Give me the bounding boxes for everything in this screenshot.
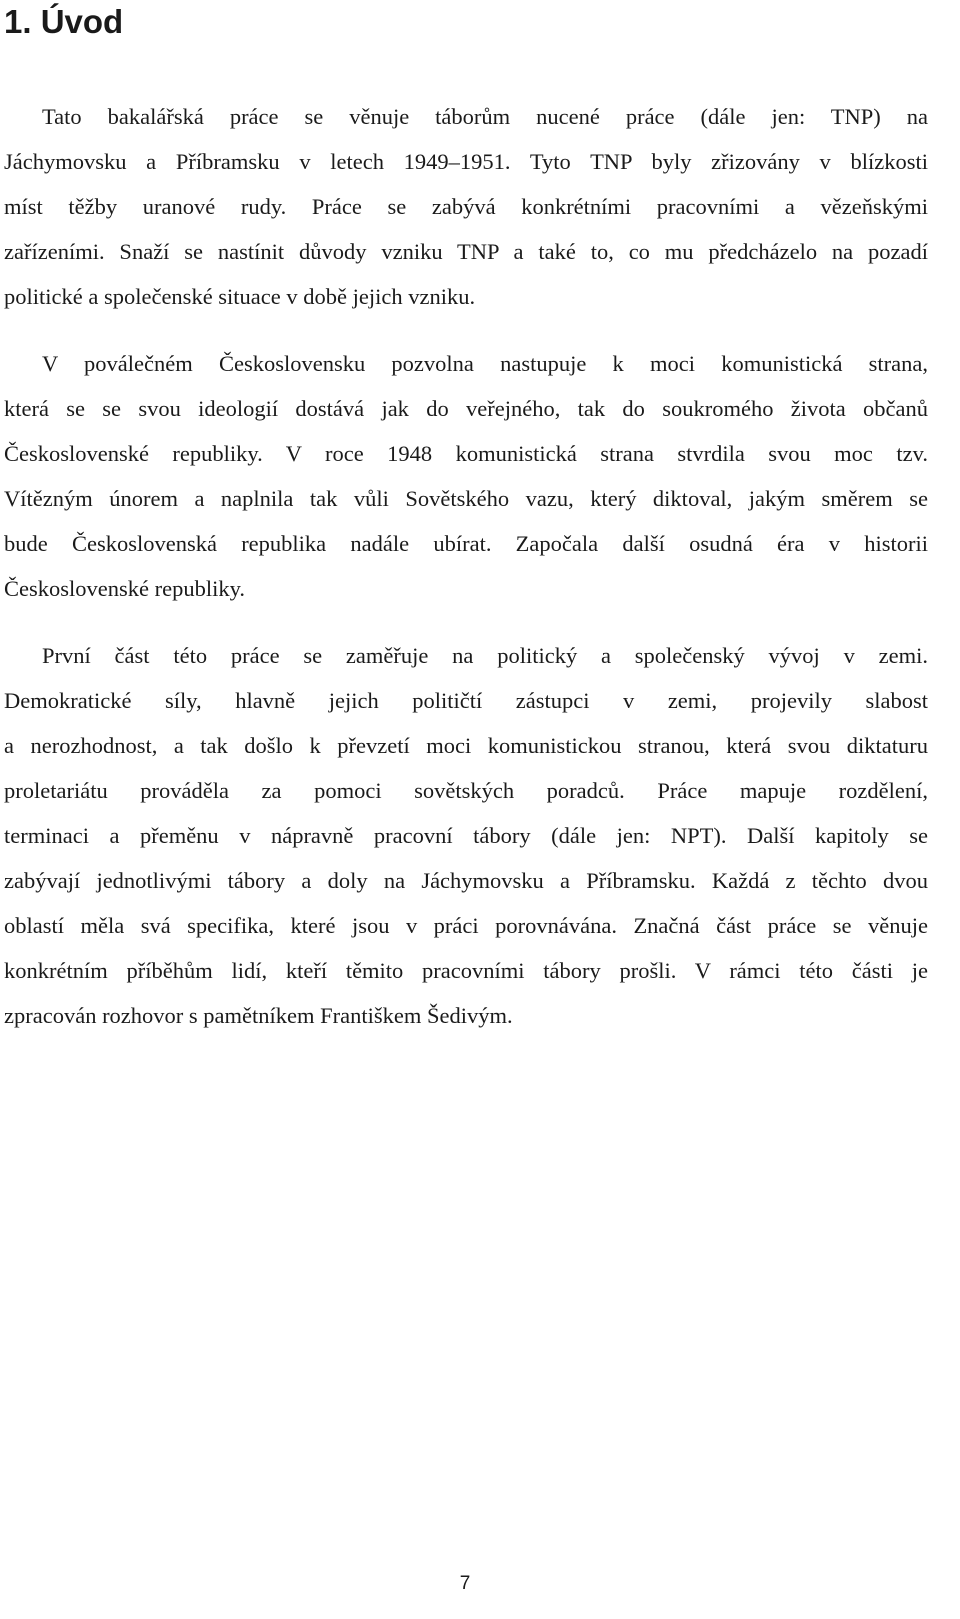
paragraph-line: zabývají jednotlivými tábory a doly na Jáchymovsku a Příbramsku. Každá z těchto dvou (4, 868, 928, 893)
paragraph-line: Jáchymovsku a Příbramsku v letech 1949–1951. Tyto TNP byly zřizovány v blízkosti (4, 149, 928, 174)
paragraph-line: a nerozhodnost, a tak došlo k převzetí moci komunistickou stranou, která svou diktaturu (4, 733, 928, 758)
paragraph-line: proletariátu prováděla za pomoci sovětských poradců. Práce mapuje rozdělení, (4, 778, 928, 803)
paragraph-line: Tato bakalářská práce se věnuje táborům nucené práce (dále jen: TNP) na (42, 104, 928, 129)
paragraph-line: Vítězným únorem a naplnila tak vůli Sovětského vazu, který diktoval, jakým směrem se (4, 486, 928, 511)
paragraph-line: bude Československá republika nadále ubírat. Započala další osudná éra v historii (4, 531, 928, 556)
paragraph-line: míst těžby uranové rudy. Práce se zabývá konkrétními pracovními a vězeňskými (4, 194, 928, 219)
paragraph-line: Československé republiky. V roce 1948 komunistická strana stvrdila svou moc tzv. (4, 441, 928, 466)
paragraph-line: Demokratické síly, hlavně jejich političtí zástupci v zemi, projevily slabost (4, 688, 928, 713)
paragraph-line: oblastí měla svá specifika, které jsou v práci porovnávána. Značná část práce se věnuje (4, 913, 928, 938)
paragraph-intro (4, 94, 928, 319)
paragraph-line: konkrétním příběhům lidí, kteří těmito pracovními tábory prošli. V rámci této části je (4, 958, 928, 983)
page-number: 7 (459, 1573, 471, 1594)
paragraph-line: V poválečném Československu pozvolna nastupuje k moci komunistická strana, (42, 351, 928, 376)
paragraph-line: Československé republiky. (4, 576, 246, 601)
paragraph-line: politické a společenské situace v době jejich vzniku. (4, 284, 476, 309)
paragraph-line: zpracován rozhovor s pamětníkem Františkem Šedivým. (4, 1003, 513, 1028)
paragraph-line: která se se svou ideologií dostává jak do veřejného, tak do soukromého života občanů (4, 396, 928, 421)
paragraph-line: terminaci a přeměnu v nápravně pracovní tábory (dále jen: NPT). Další kapitoly se (4, 823, 928, 848)
paragraph-line: První část této práce se zaměřuje na politický a společenský vývoj v zemi. (42, 643, 928, 668)
chapter-heading: 1. Úvod (4, 3, 124, 40)
paragraph-structure (4, 633, 928, 1038)
paragraph-postwar (4, 341, 928, 611)
paragraph-line: zařízeními. Snaží se nastínit důvody vzniku TNP a také to, co mu předcházelo na pozadí (4, 239, 928, 264)
